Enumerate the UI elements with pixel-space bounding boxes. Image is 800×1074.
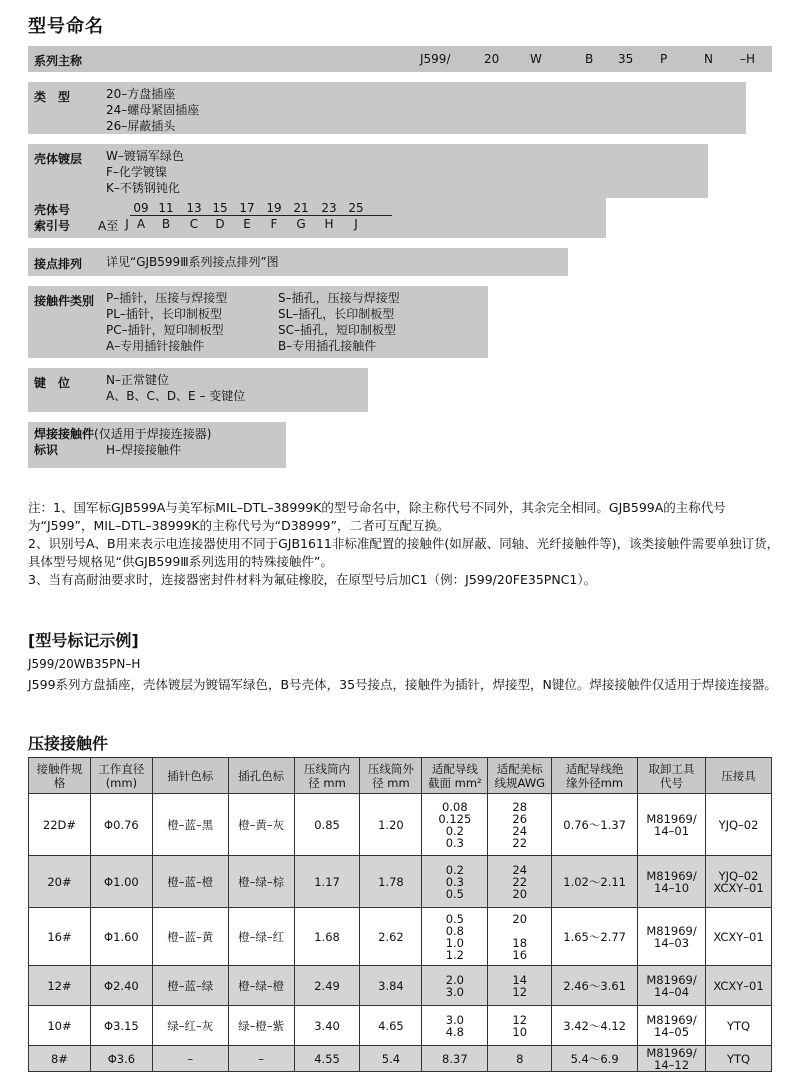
spec-cell: 22D# xyxy=(29,794,91,856)
table-row xyxy=(29,794,772,856)
spec-cell: 8# xyxy=(29,1046,91,1072)
shell-letter: G xyxy=(296,217,306,231)
key-option: A、B、C、D、E – 变键位 xyxy=(106,389,246,403)
outer-diameter-cell: 3.84 xyxy=(360,966,422,1006)
plating-option: F–化学镀镍 xyxy=(106,165,167,179)
wire-section-cell: 0.5 0.8 1.0 1.2 xyxy=(422,908,488,966)
code-plating: W xyxy=(530,52,542,66)
table-header-row xyxy=(29,758,772,794)
shell-number: 21 xyxy=(293,201,309,215)
socket-color-cell: 绿–橙–紫 xyxy=(228,1006,294,1046)
spec-cell: 20# xyxy=(29,856,91,908)
crimp-tool-cell: YJQ–02 xyxy=(706,794,772,856)
code-contact: P xyxy=(660,52,668,66)
contact-row xyxy=(28,286,488,358)
key-label: 键 位 xyxy=(34,376,71,390)
awg-cell: 14 12 xyxy=(488,966,552,1006)
pin-color-cell: 橙–蓝–黄 xyxy=(152,908,228,966)
column-header: 插孔色标 xyxy=(228,758,294,794)
contact-label: 接触件类别 xyxy=(34,294,95,308)
diameter-cell: Φ3.15 xyxy=(90,1006,152,1046)
code-weld: –H xyxy=(740,52,756,66)
socket-color-cell: – xyxy=(228,1046,294,1072)
pin-color-cell: – xyxy=(152,1046,228,1072)
shell-number: 23 xyxy=(321,201,337,215)
diameter-cell: Φ2.40 xyxy=(90,966,152,1006)
index-label: 索引号 xyxy=(34,219,71,233)
spec-cell: 12# xyxy=(29,966,91,1006)
awg-cell: 12 10 xyxy=(488,1006,552,1046)
column-header: 工作直径 (mm) xyxy=(90,758,152,794)
shell-letter: J xyxy=(354,217,358,231)
awg-cell: 24 22 20 xyxy=(488,856,552,908)
weld-note: (仅适用于焊接连接器) xyxy=(94,427,212,441)
tool-cell: M81969/ 14–12 xyxy=(638,1046,706,1072)
insulation-cell: 0.76～1.37 xyxy=(552,794,638,856)
code-layout: 35 xyxy=(618,52,634,66)
shell-letter: B xyxy=(161,217,171,231)
type-label: 类 型 xyxy=(34,90,71,104)
tool-cell: M81969/ 14–03 xyxy=(638,908,706,966)
notes xyxy=(28,499,780,589)
shell-number: 15 xyxy=(212,201,228,215)
inner-diameter-cell: 4.55 xyxy=(294,1046,360,1072)
contact-socket-option: S–插孔，压接与焊接型 xyxy=(278,291,400,305)
shell-letter: C xyxy=(189,217,199,231)
note-item: 3、当有高耐油要求时，连接器密封件材料为氟硅橡胶，在原型号后加C1（例：J599/20FE35PNC1）。 xyxy=(28,572,597,587)
crimp-tool-cell: YJQ–02 XCXY–01 xyxy=(706,856,772,908)
weld-row xyxy=(28,422,286,468)
code-series: J599/ xyxy=(420,52,451,66)
socket-color-cell: 橙–绿–棕 xyxy=(228,856,294,908)
outer-diameter-cell: 1.20 xyxy=(360,794,422,856)
column-header: 适配导线绝 缘外径mm xyxy=(552,758,638,794)
awg-cell: 20 18 16 xyxy=(488,908,552,966)
column-header: 压线筒外 径 mm xyxy=(360,758,422,794)
type-option: 20–方盘插座 xyxy=(106,87,176,101)
socket-color-cell: 橙–绿–红 xyxy=(228,908,294,966)
table-row xyxy=(29,1006,772,1046)
table-row xyxy=(29,908,772,966)
layout-row xyxy=(28,248,568,276)
contact-socket-option: B–专用插孔接触件 xyxy=(278,339,377,353)
code-shell: B xyxy=(585,52,594,66)
type-option: 26–屏蔽插头 xyxy=(106,119,176,133)
column-header: 适配美标 线规AWG xyxy=(488,758,552,794)
column-header: 取卸工具 代号 xyxy=(638,758,706,794)
crimp-tool-cell: XCXY–01 xyxy=(706,966,772,1006)
code-type: 20 xyxy=(484,52,500,66)
shell-letter: H xyxy=(324,217,334,231)
shell-a-to: A至 xyxy=(98,219,119,233)
shell-number: 17 xyxy=(239,201,255,215)
page-title: 型号命名 xyxy=(28,16,104,37)
diameter-cell: Φ1.00 xyxy=(90,856,152,908)
code-key: N xyxy=(704,52,713,66)
diameter-cell: Φ3.6 xyxy=(90,1046,152,1072)
layout-text: 详见“GJB599Ⅲ系列接点排列”图 xyxy=(106,255,279,269)
weld-value: H–焊接接触件 xyxy=(106,443,182,457)
tool-cell: M81969/ 14–05 xyxy=(638,1006,706,1046)
note-item: 2、识别号A、B用来表示电连接器使用不同于GJB1611非标准配置的接触件(如屏蔽、同轴、光纤接触件等)，该类接触件需要单独订货，具体型号规格见“供GJB599Ⅲ系列选用的特殊接触件”。 xyxy=(28,536,780,569)
column-header: 适配导线 截面 mm² xyxy=(422,758,488,794)
series-row xyxy=(28,46,772,72)
outer-diameter-cell: 1.78 xyxy=(360,856,422,908)
insulation-cell: 1.02～2.11 xyxy=(552,856,638,908)
socket-color-cell: 橙–绿–橙 xyxy=(228,966,294,1006)
shell-letter: J xyxy=(125,217,129,231)
insulation-cell: 2.46～3.61 xyxy=(552,966,638,1006)
shell-row xyxy=(28,198,606,238)
pin-color-cell: 橙–蓝–绿 xyxy=(152,966,228,1006)
insulation-cell: 5.4～6.9 xyxy=(552,1046,638,1072)
key-option: N–正常键位 xyxy=(106,373,169,387)
shell-letter: D xyxy=(215,217,225,231)
shell-number: 13 xyxy=(186,201,202,215)
contact-socket-option: SC–插孔，短印制板型 xyxy=(278,323,396,337)
shell-letter: F xyxy=(270,217,278,231)
outer-diameter-cell: 4.65 xyxy=(360,1006,422,1046)
wire-section-cell: 2.0 3.0 xyxy=(422,966,488,1006)
plating-option: W–镀镉军绿色 xyxy=(106,149,184,163)
shell-label: 壳体号 xyxy=(34,203,71,217)
weld-id-label: 标识 xyxy=(34,443,59,457)
model-naming-diagram xyxy=(28,46,772,468)
wire-section-cell: 0.2 0.3 0.5 xyxy=(422,856,488,908)
shell-number: 19 xyxy=(266,201,282,215)
inner-diameter-cell: 3.40 xyxy=(294,1006,360,1046)
diameter-cell: Φ1.60 xyxy=(90,908,152,966)
plating-option: K–不锈钢钝化 xyxy=(106,181,180,195)
example-heading: [型号标记示例] xyxy=(28,631,139,650)
wire-section-cell: 8.37 xyxy=(422,1046,488,1072)
crimp-tool-cell: XCXY–01 xyxy=(706,908,772,966)
weld-label: 焊接接触件 xyxy=(34,427,95,441)
awg-cell: 8 xyxy=(488,1046,552,1072)
shell-divider xyxy=(130,215,392,216)
plating-label: 壳体镀层 xyxy=(34,152,83,166)
series-label: 系列主称 xyxy=(34,54,83,68)
type-row xyxy=(28,82,746,134)
column-header: 插针色标 xyxy=(152,758,228,794)
example-description: J599系列方盘插座，壳体镀层为镀镉军绿色，B号壳体，35号接点，接触件为插针，焊接型，N键位。焊接接触件仅适用于焊接连接器。 xyxy=(28,677,777,692)
column-header: 压接具 xyxy=(706,758,772,794)
contact-socket-option: SL–插孔，长印制板型 xyxy=(278,307,395,321)
table-row xyxy=(29,1046,772,1072)
shell-number: 09 xyxy=(133,201,149,215)
crimp-tool-cell: YTQ xyxy=(706,1006,772,1046)
contact-pin-option: P–插针，压接与焊接型 xyxy=(106,291,228,305)
spec-cell: 10# xyxy=(29,1006,91,1046)
plating-row xyxy=(28,144,708,198)
tool-cell: M81969/ 14–10 xyxy=(638,856,706,908)
column-header: 压线筒内 径 mm xyxy=(294,758,360,794)
contact-pin-option: PL–插针，长印制板型 xyxy=(106,307,222,321)
outer-diameter-cell: 2.62 xyxy=(360,908,422,966)
crimp-contact-table xyxy=(28,757,772,1072)
spec-cell: 16# xyxy=(29,908,91,966)
crimp-tool-cell: YTQ xyxy=(706,1046,772,1072)
socket-color-cell: 橙–黄–灰 xyxy=(228,794,294,856)
insulation-cell: 1.65～2.77 xyxy=(552,908,638,966)
inner-diameter-cell: 1.68 xyxy=(294,908,360,966)
tool-cell: M81969/ 14–01 xyxy=(638,794,706,856)
pin-color-cell: 橙–蓝–橙 xyxy=(152,856,228,908)
pin-color-cell: 绿–红–灰 xyxy=(152,1006,228,1046)
wire-section-cell: 0.08 0.125 0.2 0.3 xyxy=(422,794,488,856)
table-row xyxy=(29,966,772,1006)
awg-cell: 28 26 24 22 xyxy=(488,794,552,856)
shell-number: 11 xyxy=(158,201,174,215)
inner-diameter-cell: 2.49 xyxy=(294,966,360,1006)
diameter-cell: Φ0.76 xyxy=(90,794,152,856)
contact-pin-option: A–专用插针接触件 xyxy=(106,339,205,353)
shell-letter: E xyxy=(243,217,251,231)
tool-cell: M81969/ 14–04 xyxy=(638,966,706,1006)
column-header: 接触件规 格 xyxy=(29,758,91,794)
example-code: J599/20WB35PN–H xyxy=(28,657,141,671)
insulation-cell: 3.42～4.12 xyxy=(552,1006,638,1046)
pin-color-cell: 橙–蓝–黑 xyxy=(152,794,228,856)
layout-label: 接点排列 xyxy=(34,257,83,271)
wire-section-cell: 3.0 4.8 xyxy=(422,1006,488,1046)
shell-number: 25 xyxy=(348,201,364,215)
inner-diameter-cell: 0.85 xyxy=(294,794,360,856)
outer-diameter-cell: 5.4 xyxy=(360,1046,422,1072)
note-item: 注：1、国军标GJB599A与美军标MIL–DTL–38999K的型号命名中，除主称代号不同外，其余完全相同。GJB599A的主称代号为“J599”，MIL–DTL–38999K的主称代号为“D38999”，二者可互配互换。 xyxy=(28,500,726,533)
shell-letter: A xyxy=(136,217,146,231)
key-row xyxy=(28,368,368,412)
type-option: 24–螺母紧固插座 xyxy=(106,103,200,117)
table-row xyxy=(29,856,772,908)
inner-diameter-cell: 1.17 xyxy=(294,856,360,908)
contact-pin-option: PC–插针，短印制板型 xyxy=(106,323,224,337)
crimp-heading: 压接接触件 xyxy=(28,734,109,753)
